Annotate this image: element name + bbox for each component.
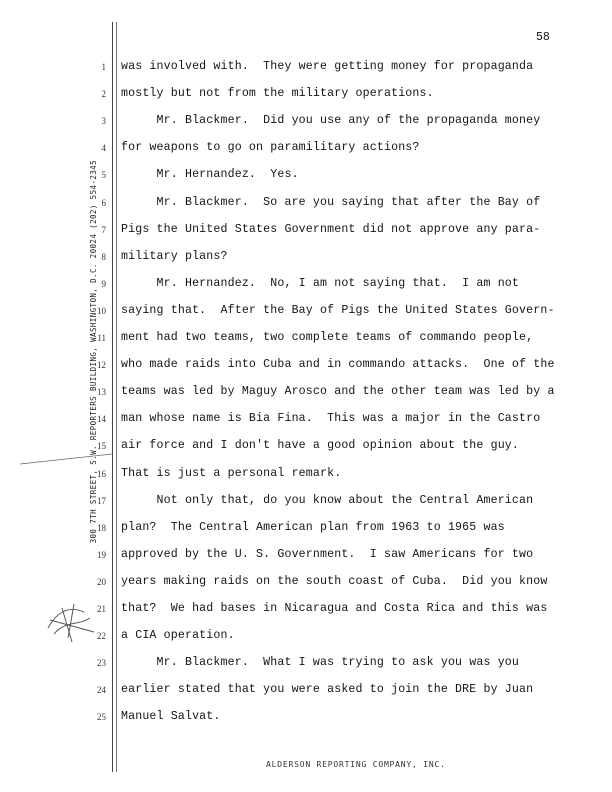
transcript-line: Mr. Hernandez. No, I am not saying that. I am not	[121, 276, 520, 290]
transcript-line: That is just a personal remark.	[121, 466, 342, 480]
line-number: 9	[101, 278, 106, 289]
line-number: 15	[97, 441, 106, 452]
transcript-line: approved by the U. S. Government. I saw Americans for two	[121, 547, 534, 561]
transcript-line: saying that. After the Bay of Pigs the United States Govern-	[121, 303, 555, 317]
transcript-line: for weapons to go on paramilitary actions?	[121, 141, 420, 155]
line-number: 23	[97, 658, 106, 669]
transcript-line: mostly but not from the military operations.	[121, 87, 434, 101]
line-number: 16	[97, 468, 106, 479]
line-number: 2	[101, 89, 106, 100]
margin-mark-icon	[18, 448, 114, 468]
transcript-line: was involved with. They were getting money for propaganda	[121, 60, 534, 73]
page-number: 58	[536, 31, 550, 44]
line-number: 11	[97, 333, 106, 343]
line-number: 19	[97, 549, 106, 560]
transcript-line: Mr. Blackmer. So are you saying that after the Bay of	[121, 195, 541, 209]
reporter-address-text: 300 7TH STREET, S.W. REPORTERS BUILDING, WASHINGTON, D.C. 20024 (202) 554-2345	[89, 160, 98, 544]
transcript-line: a CIA operation.	[121, 629, 235, 643]
line-number: 1	[101, 62, 106, 72]
line-number: 25	[97, 712, 106, 723]
line-number: 20	[97, 576, 106, 587]
transcript-line: man whose name is Bia Fina. This was a major in the Castro	[121, 412, 541, 426]
transcript-line: Pigs the United States Government did not approve any para-	[121, 222, 541, 236]
transcript-line: who made raids into Cuba and in commando attacks. One of the	[121, 358, 555, 372]
line-number: 6	[101, 197, 106, 208]
transcript-line: Mr. Blackmer. What I was trying to ask you was you	[121, 656, 520, 670]
line-number: 8	[101, 251, 106, 262]
transcript-line: plan? The Central American plan from 1963 to 1965 was	[121, 520, 505, 534]
transcript-line: air force and I don't have a good opinion about the guy.	[121, 439, 520, 453]
transcript-line: ment had two teams, two complete teams of commando people,	[121, 331, 534, 344]
transcript-line: Manuel Salvat.	[121, 710, 221, 724]
transcript-line: teams was led by Maguy Arosco and the other team was led by a	[121, 385, 555, 399]
transcript-line: military plans?	[121, 249, 228, 263]
line-number: 18	[97, 522, 106, 533]
line-number: 7	[101, 224, 106, 235]
transcript-line: years making raids on the south coast of Cuba. Did you know	[121, 574, 548, 588]
line-number: 3	[101, 116, 106, 127]
transcript-line: that? We had bases in Nicaragua and Costa Rica and this was	[121, 602, 548, 615]
line-number: 22	[97, 631, 106, 642]
line-number: 14	[97, 414, 106, 425]
line-number: 21	[97, 604, 106, 614]
line-number: 24	[97, 685, 106, 696]
margin-rule	[112, 22, 113, 772]
transcript-line: earlier stated that you were asked to join the DRE by Juan	[121, 683, 534, 697]
line-number: 5	[101, 170, 106, 181]
line-number: 17	[97, 495, 106, 506]
margin-scribble-icon	[44, 598, 98, 648]
line-number: 10	[97, 305, 106, 316]
line-number: 12	[97, 360, 106, 371]
footer-company: ALDERSON REPORTING COMPANY, INC.	[266, 760, 446, 769]
margin-rule-inner	[116, 22, 117, 772]
line-number: 4	[101, 143, 106, 154]
transcript-line: Not only that, do you know about the Central American	[121, 493, 534, 507]
line-number: 13	[97, 387, 106, 398]
transcript-line: Mr. Hernandez. Yes.	[121, 168, 299, 182]
transcript-line: Mr. Blackmer. Did you use any of the propaganda money	[121, 114, 541, 128]
